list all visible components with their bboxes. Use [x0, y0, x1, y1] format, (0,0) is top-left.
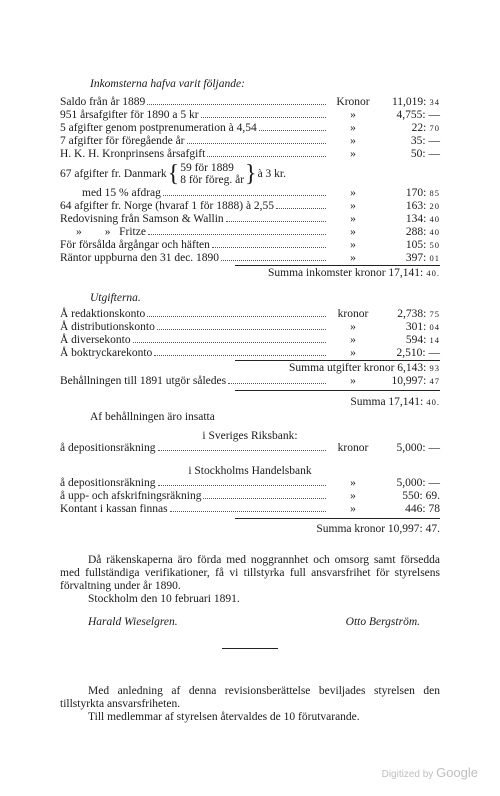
holdings-total: Summa kronor 10,997: 47.	[316, 523, 440, 535]
income-heading: Inkomsterna hafva varit följande:	[90, 78, 245, 90]
ledger-row: Å distributionskonto » 301: 04	[60, 321, 440, 333]
footer-section	[60, 685, 440, 724]
ledger-row: För försålda årgångar och häften » 105: 50	[60, 239, 440, 251]
footer-paragraph-2: Till medlemmar af styrelsen återvaldes de 10 förutvarande.	[88, 711, 360, 723]
balance-row: Behållningen till 1891 utgör således » 10,997: 47	[60, 375, 440, 387]
ledger-row: Räntor uppburna den 31 dec. 1890 » 397: 01	[60, 252, 440, 264]
google-watermark: Digitized by Google	[381, 765, 478, 780]
signatures	[60, 616, 440, 628]
closing-section	[60, 554, 440, 606]
ledger-row: Å boktryckarekonto » 2,510: —	[60, 347, 440, 359]
expenses-heading: Utgifterna.	[90, 292, 141, 304]
bank-handelsbank: i Stockholms Handelsbank	[188, 465, 312, 477]
holdings-intro: Af behållningen äro insatta	[90, 411, 215, 423]
sum-rule	[235, 390, 440, 391]
danmark-row: 67 afgifter fr. Danmark { 59 för 1889 8 för föreg. år } à 3 kr.	[60, 161, 287, 187]
ledger-row: å depositionsräkning kronor 5,000: —	[60, 442, 440, 454]
ledger-row: 5 afgifter genom postprenumeration à 4,54 » 22: 70	[60, 122, 440, 134]
left-brace-icon: {	[167, 161, 180, 187]
footer-paragraph-1: Med anledning af denna revisionsberättelse beviljades styrelsen den tillstyrkta ansvarsfriheten.	[60, 685, 440, 710]
report-page	[60, 78, 440, 724]
ledger-row: H. K. H. Kronprinsens årsafgift » 50: —	[60, 148, 440, 160]
ledger-row: å upp- och afskrifningsräkning » 550: 69.	[60, 490, 440, 502]
ledger-row: Å redaktionskonto kronor 2,738: 75	[60, 308, 440, 320]
ledger-row: Redovisning från Samson & Wallin » 134: 40	[60, 213, 440, 225]
expenses-total: Summa utgifter kronor 6,143: 93	[289, 362, 440, 374]
closing-paragraph: Då räkenskaperna äro förda med noggrannhet och omsorg samt försedda med fullständiga verifikationer, få vi tillstyrka full ansvarsfrihet för styrelsens förvaltning under år 1890.	[60, 554, 440, 592]
signature-bergstrom: Otto Bergström.	[345, 616, 420, 628]
expenses-table	[60, 308, 440, 409]
ledger-row: å depositionsräkning » 5,000: —	[60, 477, 440, 489]
ledger-row: med 15 % afdrag » 170: 85	[82, 187, 440, 199]
signature-wieselgren: Harald Wieselgren.	[88, 616, 178, 628]
ledger-row: 951 årsafgifter för 1890 a 5 kr » 4,755: —	[60, 109, 440, 121]
ledger-row: Saldo från år 1889 Kronor 11,019: 34	[60, 96, 440, 108]
sum-rule	[235, 518, 440, 519]
ledger-row: 64 afgifter fr. Norge (hvaraf 1 för 1888) à 2,55 » 163: 20	[60, 200, 440, 212]
income-table	[60, 96, 440, 280]
right-brace-icon: }	[245, 161, 257, 187]
grand-total: Summa 17,141: 40.	[350, 396, 440, 408]
income-total: Summa inkomster kronor 17,141: 40.	[268, 267, 440, 279]
ledger-row: Å diversekonto » 594: 14	[60, 334, 440, 346]
bank-riksbank: i Sveriges Riksbank:	[202, 430, 298, 442]
ledger-row: » » Fritze » 288: 40	[76, 226, 440, 238]
closing-date: Stockholm den 10 februari 1891.	[88, 593, 240, 605]
section-divider	[222, 648, 278, 649]
ledger-row: 7 afgifter för föregående år » 35: —	[60, 135, 440, 147]
ledger-row: Kontant i kassan finnas » 446: 78	[60, 503, 440, 515]
